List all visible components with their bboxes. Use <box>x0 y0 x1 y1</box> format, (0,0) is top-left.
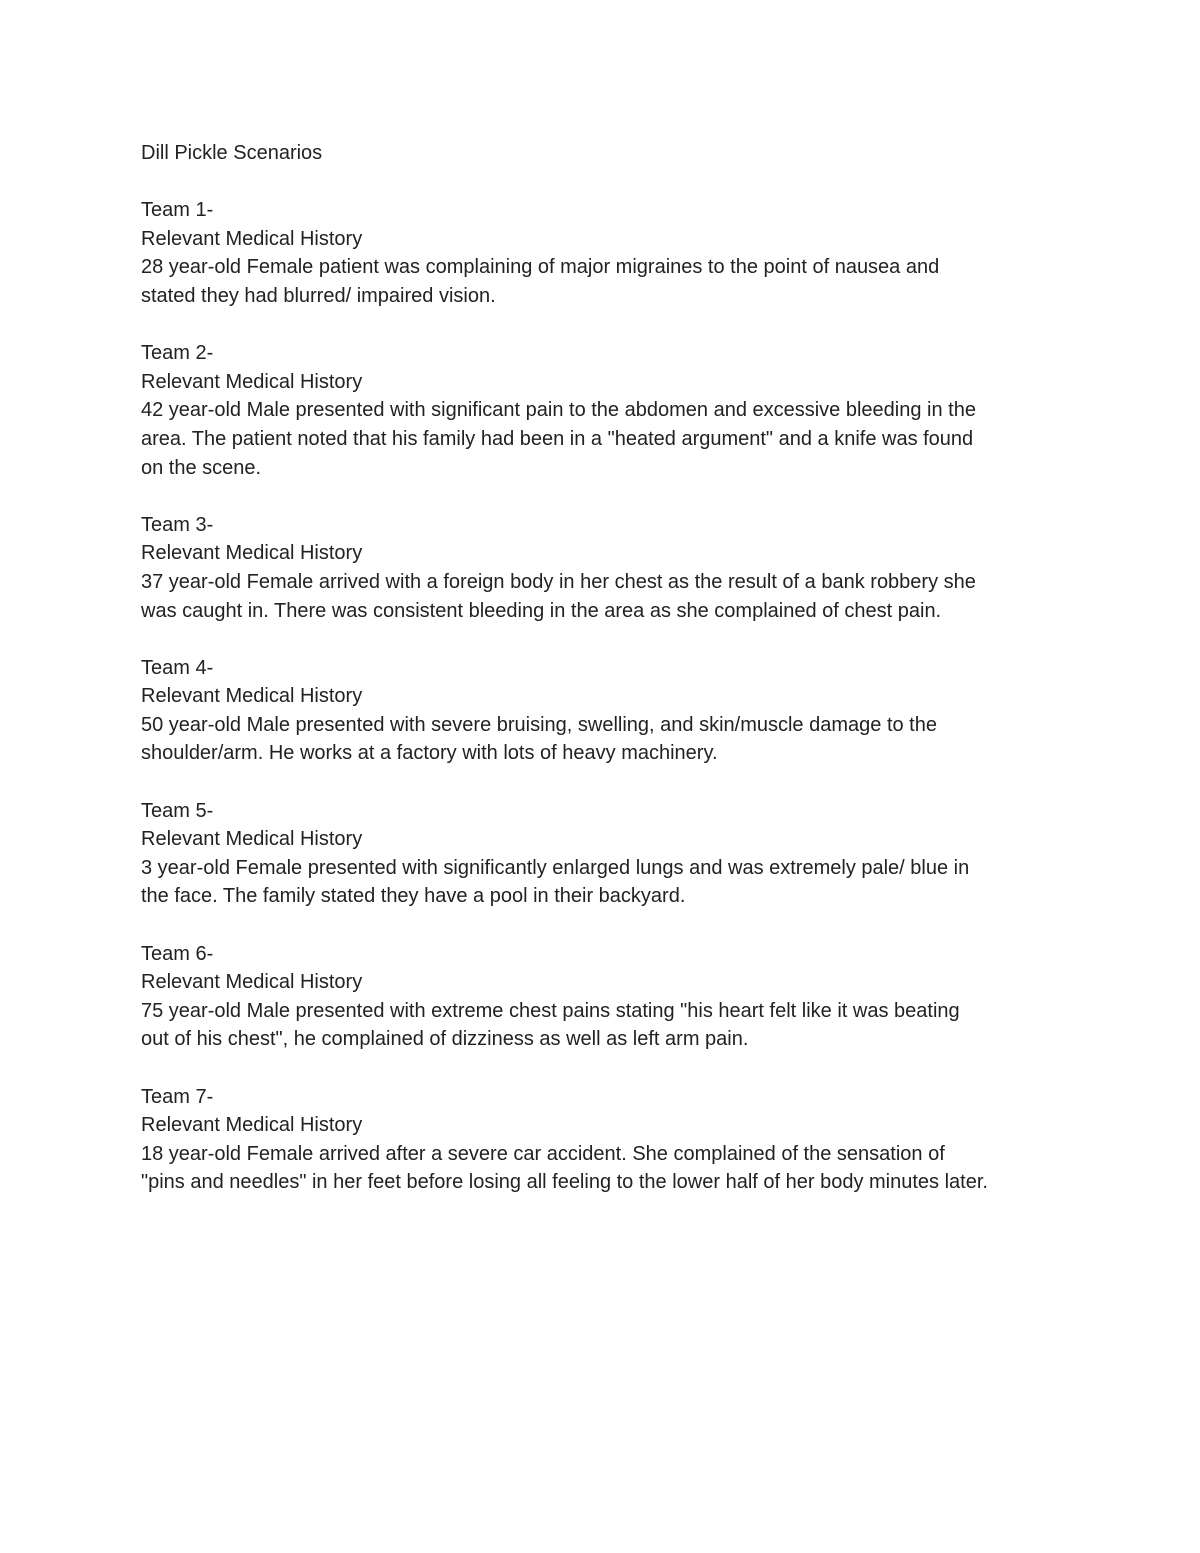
scenario-text-line: "pins and needles" in her feet before losing all feeling to the lower half of her body minutes later. <box>141 1171 988 1194</box>
team-subheading: Relevant Medical History <box>141 971 363 994</box>
team-heading: Team 7- <box>141 1085 214 1108</box>
team-subheading: Relevant Medical History <box>141 542 363 565</box>
scenario-text-line: area. The patient noted that his family had been in a "heated argument" and a knife was found <box>141 427 974 450</box>
scenario-text-line: was caught in. There was consistent bleeding in the area as she complained of chest pain. <box>141 599 942 622</box>
team-section <box>141 797 1081 911</box>
scenario-text-line: 75 year-old Male presented with extreme chest pains stating "his heart felt like it was beating <box>141 999 960 1022</box>
scenario-text-line: 18 year-old Female arrived after a severe car accident. She complained of the sensation of <box>141 1142 945 1165</box>
scenario-text-line: 37 year-old Female arrived with a foreign body in her chest as the result of a bank robbery she <box>141 570 976 593</box>
scenario-text-line: stated they had blurred/ impaired vision. <box>141 284 496 307</box>
scenario-text-line: shoulder/arm. He works at a factory with lots of heavy machinery. <box>141 742 718 765</box>
scenario-text-line: 42 year-old Male presented with significant pain to the abdomen and excessive bleeding in the <box>141 399 976 422</box>
team-subheading: Relevant Medical History <box>141 1114 363 1137</box>
scenario-text-line: 50 year-old Male presented with severe bruising, swelling, and skin/muscle damage to the <box>141 713 937 736</box>
team-section <box>141 654 1081 768</box>
team-heading: Team 1- <box>141 199 214 222</box>
team-section <box>141 339 1081 482</box>
team-heading: Team 5- <box>141 799 214 822</box>
document-page <box>141 139 1081 1226</box>
team-heading: Team 2- <box>141 342 214 365</box>
team-heading: Team 3- <box>141 513 214 536</box>
scenario-text-line: the face. The family stated they have a pool in their backyard. <box>141 885 686 908</box>
team-section <box>141 511 1081 625</box>
team-subheading: Relevant Medical History <box>141 685 363 708</box>
team-section <box>141 196 1081 310</box>
scenario-text-line: on the scene. <box>141 456 262 479</box>
document-title: Dill Pickle Scenarios <box>141 142 323 164</box>
team-section <box>141 1083 1081 1197</box>
scenario-text-line: out of his chest", he complained of dizziness as well as left arm pain. <box>141 1028 749 1051</box>
team-heading: Team 6- <box>141 942 214 965</box>
team-section <box>141 940 1081 1054</box>
team-subheading: Relevant Medical History <box>141 227 363 250</box>
team-heading: Team 4- <box>141 656 214 679</box>
scenario-text-line: 28 year-old Female patient was complaining of major migraines to the point of nausea and <box>141 256 940 279</box>
team-list <box>141 196 1081 1197</box>
team-subheading: Relevant Medical History <box>141 370 363 393</box>
team-subheading: Relevant Medical History <box>141 828 363 851</box>
scenario-text-line: 3 year-old Female presented with significantly enlarged lungs and was extremely pale/ blue in <box>141 856 970 879</box>
